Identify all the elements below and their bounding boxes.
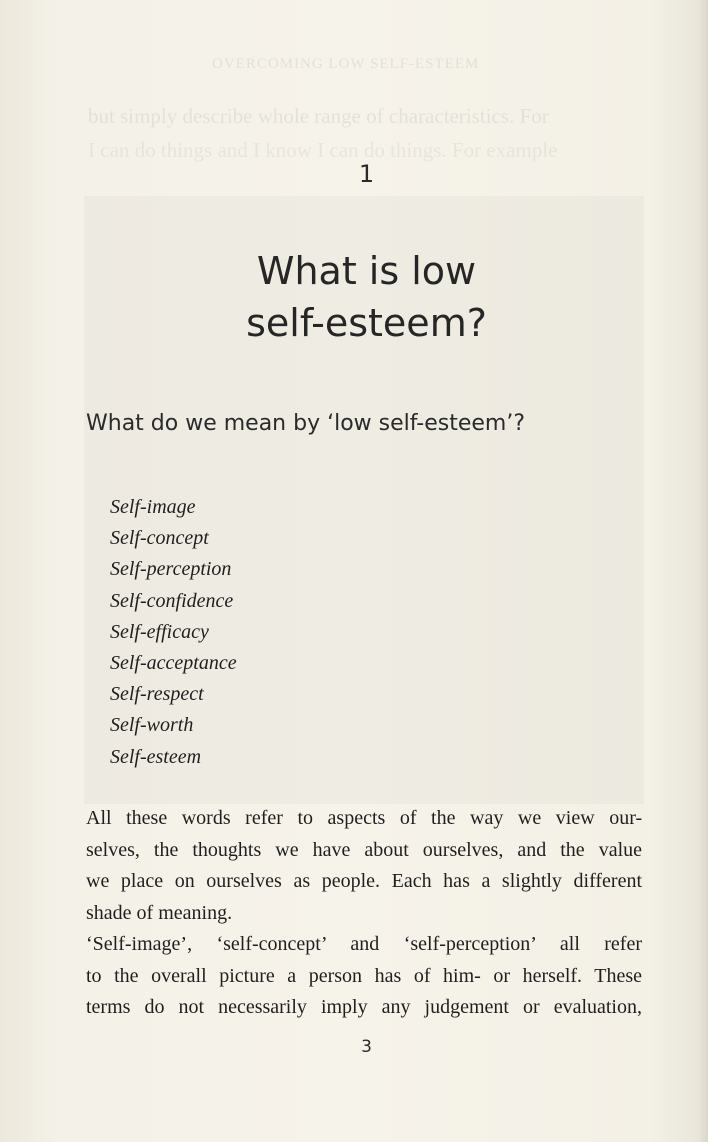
section-heading: What do we mean by ‘low self-esteem’? bbox=[86, 411, 526, 436]
text-line: ‘Self-image’, ‘self-concept’ and ‘self-perception’ all refer bbox=[86, 933, 643, 955]
term-self-worth: Self-worth bbox=[110, 714, 194, 737]
show-through-text: but simply describe whole range of characteristics. For bbox=[88, 104, 549, 128]
term-self-perception: Self-perception bbox=[110, 558, 232, 581]
term-self-image: Self-image bbox=[110, 496, 196, 518]
term-self-acceptance: Self-acceptance bbox=[110, 652, 237, 675]
text-line: we place on ourselves as people. Each has a slightly different bbox=[86, 870, 643, 892]
show-through-header: OVERCOMING LOW SELF-ESTEEM bbox=[212, 56, 480, 72]
text-line: terms do not necessarily imply any judgement or evaluation, bbox=[86, 996, 642, 1018]
term-self-concept: Self-concept bbox=[110, 527, 209, 550]
page-edge-shadow bbox=[698, 0, 708, 1142]
term-self-respect: Self-respect bbox=[110, 683, 204, 706]
body-paragraph-2 bbox=[86, 929, 642, 1024]
term-self-confidence: Self-confidence bbox=[110, 589, 234, 612]
body-paragraph-1 bbox=[86, 803, 642, 929]
chapter-title-line-1: What is low bbox=[256, 249, 477, 293]
text-line: All these words refer to aspects of the way we view our- bbox=[86, 807, 643, 829]
chapter-title-line-2: self-esteem? bbox=[246, 301, 487, 345]
text-line: selves, the thoughts we have about ourselves, and the value bbox=[86, 838, 642, 861]
page-number: 3 bbox=[361, 1037, 372, 1057]
term-self-esteem: Self-esteem bbox=[110, 745, 202, 768]
text-line: shade of meaning. bbox=[86, 901, 233, 924]
self-terms-list bbox=[110, 492, 237, 773]
show-through-text: I can do things and I know I can do things. For example bbox=[88, 138, 558, 162]
chapter-number: 1 bbox=[358, 160, 375, 188]
text-line: to the overall picture a person has of him- or herself. These bbox=[86, 964, 642, 987]
term-self-efficacy: Self-efficacy bbox=[110, 620, 209, 643]
chapter-title bbox=[0, 245, 708, 349]
